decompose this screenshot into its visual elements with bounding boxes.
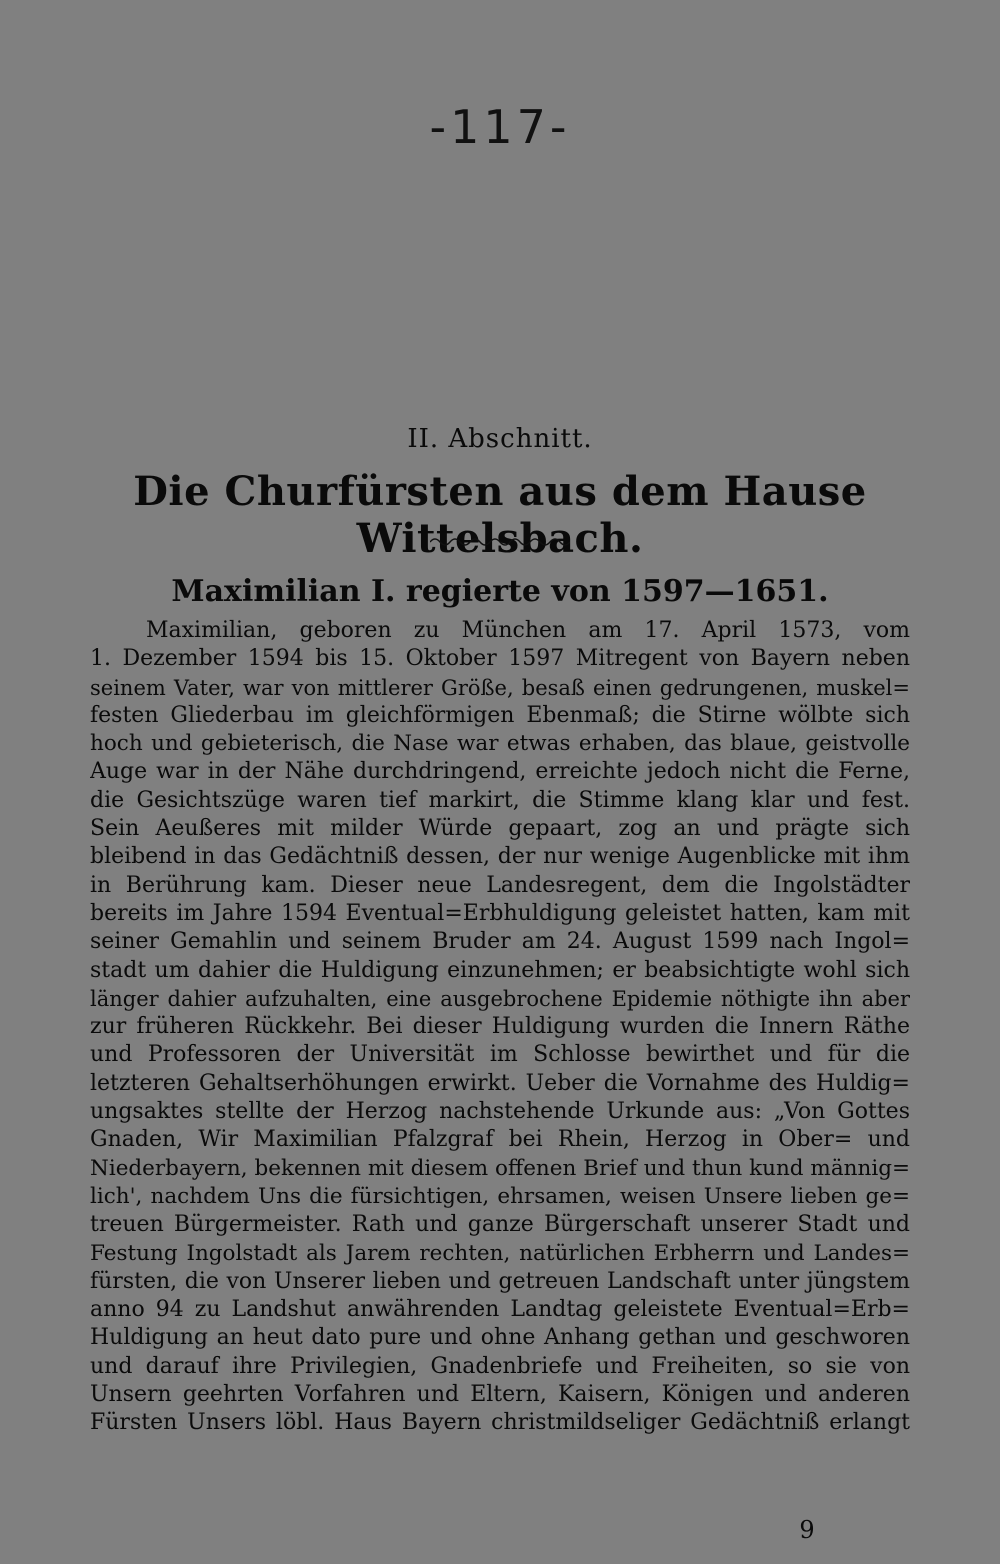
text-line: und Professoren der Universität im Schlosse bewirthet und für die [90,1042,910,1068]
text-line: Huldigung an heut dato pure und ohne Anhang gethan und geschworen [90,1325,910,1351]
text-line: Niederbayern, bekennen mit diesem offenen Brief und thun kund männig= [90,1155,910,1181]
chapter-title: Die Churfürsten aus dem Hause Wittelsbach. [133,468,867,562]
body-text [90,617,910,1438]
text-line: und darauf ihre Privilegien, Gnadenbriefe und Freiheiten, so sie von [90,1353,910,1379]
text-line: bleibend in das Gedächtniß dessen, der nur wenige Augenblicke mit ihm [90,844,910,870]
text-line: hoch und gebieterisch, die Nase war etwas erhaben, das blaue, geistvolle [90,731,910,757]
text-line: lich', nachdem Uns die fürsichtigen, ehrsamen, weisen Unsere lieben ge= [90,1183,910,1209]
text-line: festen Gliederbau im gleichförmigen Ebenmaß; die Stirne wölbte sich [90,702,910,728]
text-line: seinem Vater, war von mittlerer Größe, besaß einen gedrungenen, muskel= [90,675,910,700]
text-line: seiner Gemahlin und seinem Bruder am 24. August 1599 nach Ingol= [90,929,910,955]
text-line: letzteren Gehaltserhöhungen erwirkt. Ueber die Vornahme des Huldig= [90,1070,910,1096]
text-line: anno 94 zu Landshut anwährenden Landtag geleistete Eventual=Erb= [90,1297,910,1323]
text-line: Festung Ingolstadt als Jarem rechten, natürlichen Erbherrn und Landes= [90,1240,910,1266]
text-line: länger dahier aufzuhalten, eine ausgebrochene Epidemie nöthigte ihn aber [90,986,910,1011]
section-label: II. Abschnitt. [407,424,593,454]
text-line: 1. Dezember 1594 bis 15. Oktober 1597 Mitregent von Bayern neben [90,646,910,672]
text-line: zur früheren Rückkehr. Bei dieser Huldigung wurden die Innern Räthe [90,1014,910,1040]
text-line: die Gesichtszüge waren tief markirt, die Stimme klang klar und fest. [90,787,910,813]
text-line: Auge war in der Nähe durchdringend, erreichte jedoch nicht die Ferne, [90,759,910,785]
text-line: stadt um dahier die Huldigung einzunehmen; er beabsichtigte wohl sich [90,957,910,983]
handwritten-page-number: -117- [429,100,571,154]
text-line: bereits im Jahre 1594 Eventual=Erbhuldigung geleistet hatten, kam mit [90,900,910,926]
text-line: Gnaden, Wir Maximilian Pfalzgraf bei Rhein, Herzog in Ober= und [90,1127,910,1153]
text-line: ungsaktes stellte der Herzog nachstehende Urkunde aus: „Von Gottes [90,1099,910,1125]
page-number: 9 [799,1516,815,1544]
text-line: in Berührung kam. Dieser neue Landesregent, dem die Ingolstädter [90,872,910,898]
text-line: treuen Bürgermeister. Rath und ganze Bürgerschaft unserer Stadt und [90,1212,910,1238]
text-line: Unsern geehrten Vorfahren und Eltern, Kaisern, Königen und anderen [90,1382,910,1408]
text-line: Fürsten Unsers löbl. Haus Bayern christmildseliger Gedächtniß erlangt [90,1410,910,1436]
text-line: fürsten, die von Unserer lieben und getreuen Landschaft unter jüngstem [90,1268,910,1294]
subheading: Maximilian I. regierte von 1597—1651. [171,574,829,609]
text-line: Sein Aeußeres mit milder Würde gepaart, zog an und prägte sich [90,816,910,842]
ornament-divider [430,532,570,548]
text-line: Maximilian, geboren zu München am 17. April 1573, vom [146,618,910,643]
